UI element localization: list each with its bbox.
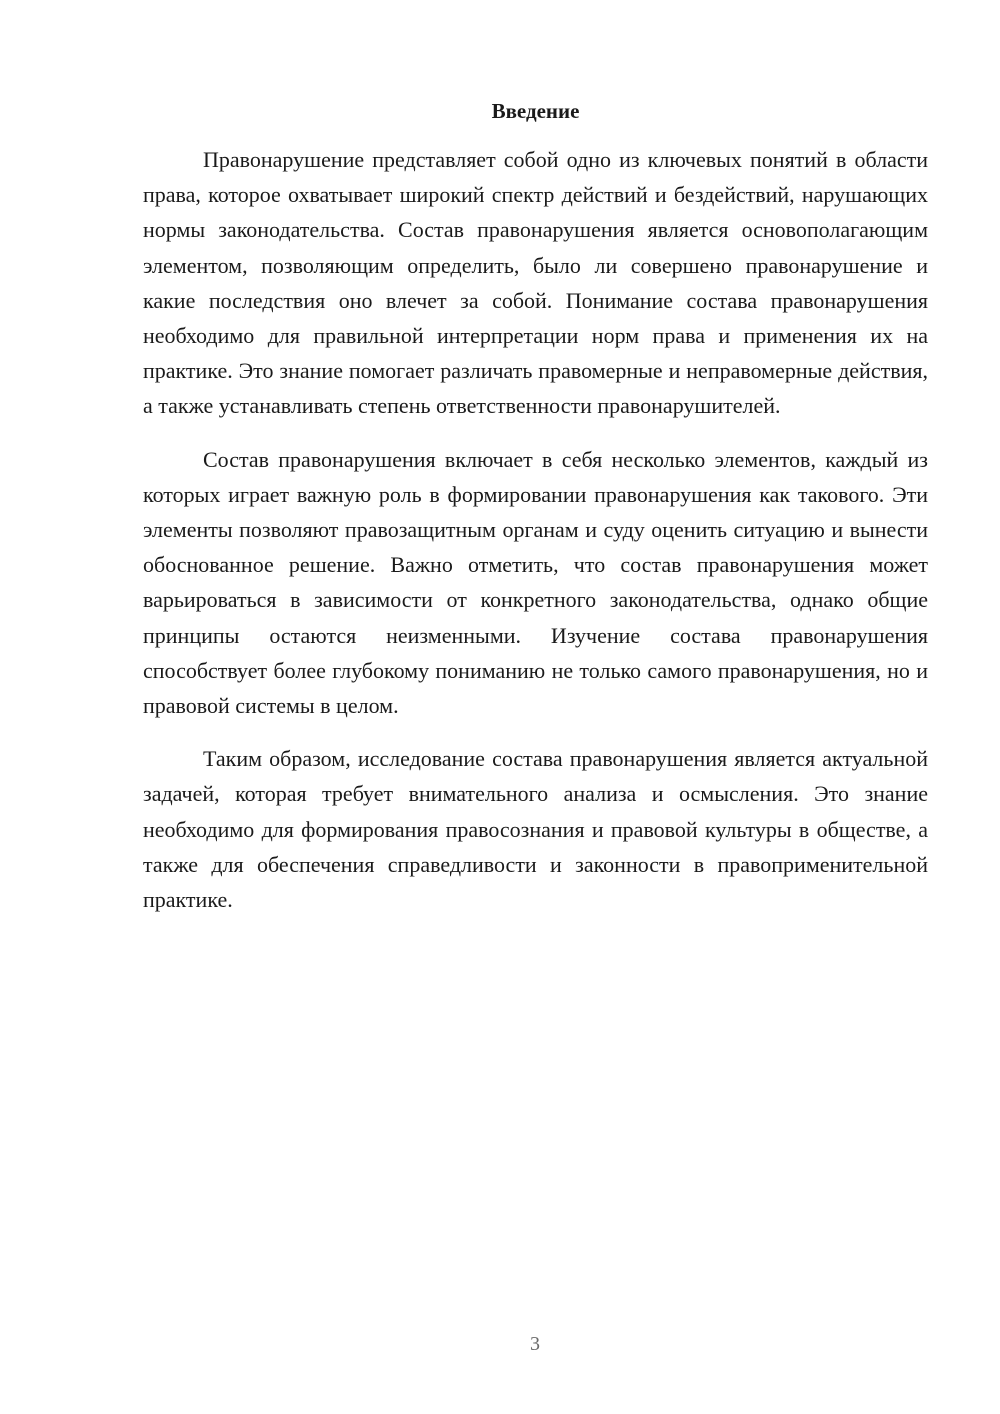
section-title: Введение (491, 99, 580, 123)
paragraph-1: Правонарушение представляет собой одно из ключевых понятий в области права, которое охватывает широкий спектр действий и бездействий, нарушающих нормы законодательства. Состав правонарушения является основополагающим элементом, позволяющим определить, было ли совершено правонарушение и какие последствия оно влечет за собой. Понимание состава правонарушения необходимо для правильной интерпретации норм права и применения их на практике. Это знание помогает различать правомерные и неправомерные действия, а также устанавливать степень ответственности правонарушителей. (143, 147, 928, 419)
paragraph-3: Таким образом, исследование состава правонарушения является актуальной задачей, которая требует внимательного анализа и осмысления. Это знание необходимо для формирования правосознания и правовой культуры в обществе, а также для обеспечения справедливости и законности в правоприменительной практике. (143, 746, 928, 913)
paragraph-2: Состав правонарушения включает в себя несколько элементов, каждый из которых играет важную роль в формировании правонарушения как такового. Эти элементы позволяют правозащитным органам и суду оценить ситуацию и вынести обоснованное решение. Важно отметить, что состав правонарушения может варьироваться в зависимости от конкретного законодательства, однако общие принципы остаются неизменными. Изучение состава правонарушения способствует более глубокому пониманию не только самого правонарушения, но и правовой системы в целом. (143, 446, 928, 719)
page-number: 3 (530, 1333, 540, 1355)
body-text (143, 142, 928, 935)
